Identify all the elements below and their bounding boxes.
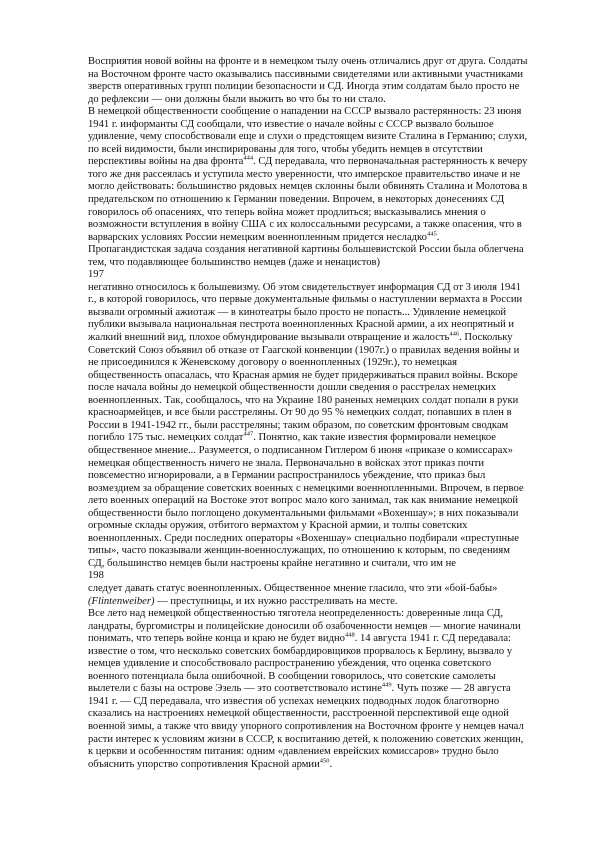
paragraph-text: . Понятно, как такие известия формировали немецкое общественное мнение... Разумеется, о подписанном Гитлером 6 июня «приказе о комиссарах» немецкая общественность ничего не знала. Первоначально в войсках этот приказ почти повсеместно игнорировали, а в Германии распространилось убеждение, что приказ был возмездием за обращение советских военных с немецкими военнопленными. Впрочем, в первое лето военных операций на Востоке этот вопрос мало кого занимал, так как внимание немецкой общественности было поглощено документальными фильмами «Вохеншау»; в них показывали огромные склады оружия, отбитого вермахтом у Красной армии, и толпы советских военнопленных. Среди последних операторы «Вохеншау» специально подбирали «преступные типы», часто показывали женщин-военнослужащих, по отношению к которым, по сведениям СД, большинство немцев были настроены крайне негативно и считали, что им не — [88, 432, 524, 569]
paragraph-5 — [88, 583, 528, 608]
paragraph-text: — преступницы, и их нужно расстреливать на месте. — [154, 595, 398, 607]
footnote-ref-445[interactable]: 445 — [426, 230, 437, 238]
paragraph-4 — [88, 282, 528, 571]
paragraph-text: Все лето над немецкой общественностью тяготела неопределенность: доверенные лица СД, ландраты, бургомистры и полицейские доносили об озабоченности немцев — многие начинали понимать, что теперь войне конца и краю не будет видно — [88, 608, 521, 645]
footnote-ref-450[interactable]: 450 — [319, 757, 330, 765]
footnote-ref-448[interactable]: 448 — [344, 631, 355, 639]
paragraph-text: Восприятия новой войны на фронте и в немецком тылу очень отличались друг от друга. Солдаты на Восточном фронте часто оказывались пассивными свидетелями или активными участниками зверств оперативных групп полиции безопасности и СД. Иногда этим солдатам было просто не до рефлексии — они должны были выжить во что бы то ни стало. — [88, 56, 528, 105]
paragraph-text: Пропагандистская задача создания негативной картины большевистской России была облегчена тем, что подавляющее большинство немцев (даже и ненацистов) — [88, 244, 524, 268]
page-number-198: 198 — [88, 570, 104, 582]
footnote-ref-446[interactable]: 446 — [449, 330, 460, 338]
italic-term: (Flintenweiber) — [88, 595, 155, 607]
paragraph-text: следует давать статус военнопленных. Общественное мнение гласило, что эти «бой-бабы» — [88, 582, 498, 594]
paragraph-text: . Чуть позже — 28 августа 1941 г. — СД передавала, что известия об успехах немецких подводных лодок благотворно сказались на настроениях немецкой общественности, расстроенной перспективой еще одной военной зимы, а также что ввиду упорного сопротивления на Восточном фронте у немцев начал расти интерес к условиям жизни в СССР, к воспитанию детей, к положению советских женщин, к церкви и особенностям питания: одним «давлением еврейских комиссаров» трудно было объяснить упорство сопротивления Красной армии — [88, 683, 524, 770]
paragraph-6 — [88, 608, 528, 771]
paragraph-text: . СД передавала, что первоначальная растерянность к вечеру того же дня рассеялась и уступила место уверенности, что имперское правительство иначе и не могло действовать: большинство рядовых немцев склонны были обвинять Сталина и Молотова в предательском по отношению к Германии поведении. Впрочем, в некоторых донесениях СД говорилось об опасениях, что теперь война может продлиться; высказывались мнения о возможности вступления в войну США с их колоссальными ресурсами, а также опасения, что в варварских условиях России немецким военнопленным придется несладко — [88, 156, 528, 243]
footnote-ref-444[interactable]: 444 — [243, 154, 254, 162]
paragraph-text: . — [329, 758, 333, 770]
paragraph-text: негативно относилось к большевизму. Об этом свидетельствует информация СД от 3 июля 1941 г., в которой говорилось, что первые документальные фильмы о наступлении вермахта в России вызвали огромный ажиотаж — в кинотеатры было просто не попасть... Удивление немецкой публики вызывала национальная пестрота военнопленных Красной армии, а их неопрятный и жалкий внешний вид, плохое обмундирование вызывали отвращение и жалость — [88, 281, 523, 344]
paragraph-text: . — [436, 231, 440, 243]
footnote-ref-449[interactable]: 449 — [381, 681, 392, 689]
paragraph-text: . 14 августа 1941 г. СД передавала: известие о том, что несколько советских бомбардировщиков прорвалось к Берлину, вызвало у немцев удивление и способствовало распространению убеждения, что оценка советского военного потенциала была ошибочной. В сообщении говорилось, что советские самолеты вылетели с базы на острове Эзель — это соответствовало истине — [88, 633, 513, 695]
document-page — [88, 56, 528, 771]
page-number-197: 197 — [88, 269, 104, 281]
paragraph-3 — [88, 244, 528, 269]
paragraph-text: . Поскольку Советский Союз объявил об отказе от Гаагской конвенции (1907г.) о правилах ведения войны и не присоединился к Женевскому договору о военнопленных (1929г.), то немецкая общественность опасалась, что Красная армия не будет придерживаться правил войны. Вскоре после начала войны до немецкой общественности дошли сведения о расстрелах немецких военнопленных. Так, сообщалось, что на Украине 180 раненых немецких солдат попали в руки красноармейцев, и все были расстреляны. От 90 до 95 % немецких солдат, попавших в плен в России в 1941-1942 гг., были расстреляны; таким образом, по советским фронтовым сводкам погибло 175 тыс. немецких солдат — [88, 332, 520, 444]
paragraph-2 — [88, 106, 528, 244]
paragraph-text: В немецкой общественности сообщение о нападении на СССР вызвало растерянность: 23 июня 1941 г. информанты СД сообщали, что известие о начале войны с СССР вызвало большое удивление, чему способствовали еще и слухи о предстоящем визите Сталина в Германию; слухи, по всей видимости, были инспирированы для того, чтобы убедить немцев в отсутствии перспективы войны на два фронта — [88, 106, 528, 168]
footnote-ref-447[interactable]: 447 — [243, 430, 254, 438]
paragraph-1 — [88, 56, 528, 106]
